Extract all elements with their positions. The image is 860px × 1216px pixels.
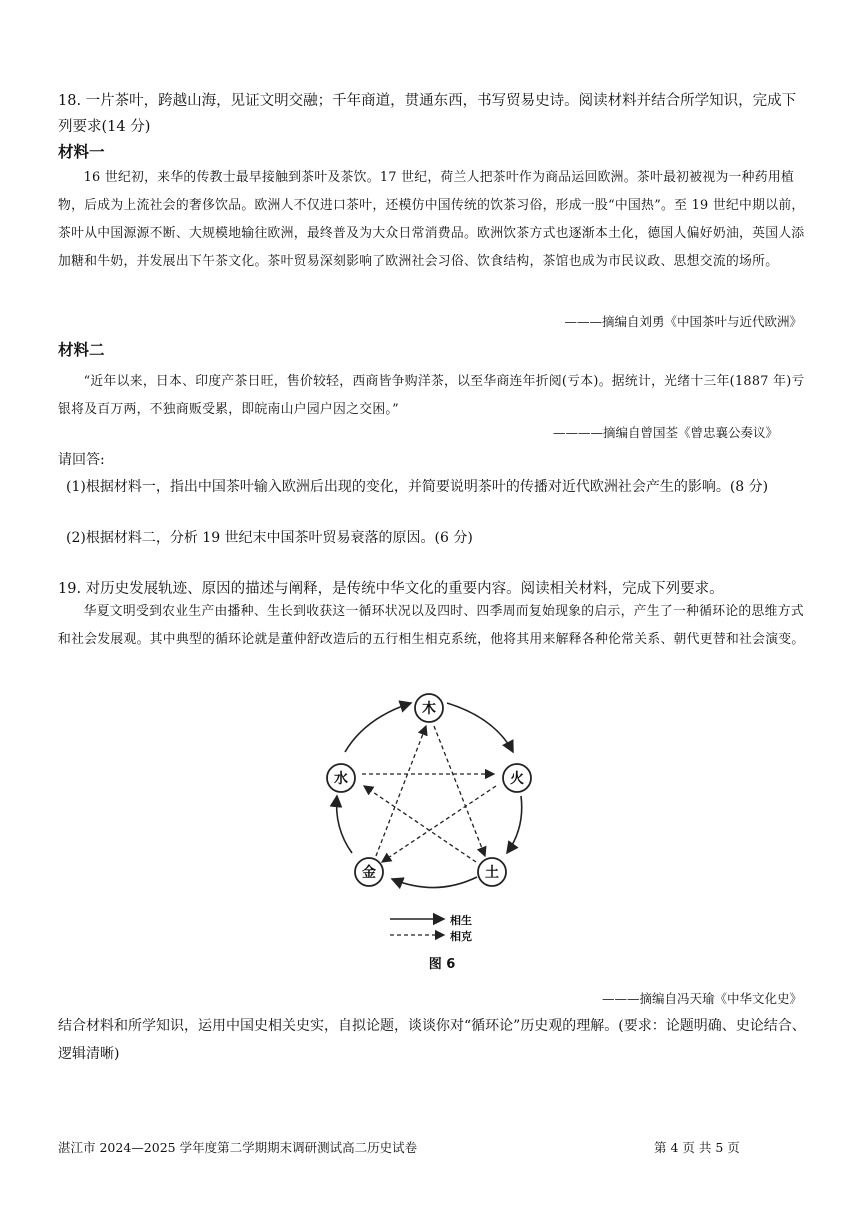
node-earth-label: 土 <box>485 865 499 881</box>
five-elements-diagram <box>320 690 540 980</box>
legend-overcome-label: 相克 <box>450 930 472 943</box>
node-fire-label: 火 <box>510 771 524 787</box>
footer-exam-name: 湛江市 2024—2025 学年度第二学期期末调研测试高二历史试卷 <box>58 1140 418 1155</box>
overcome-arrow-wood-earth <box>434 726 485 856</box>
material2-source: ————摘编自曾国荃《曾忠襄公奏议》 <box>552 425 778 440</box>
node-metal-label: 金 <box>362 865 376 881</box>
overcome-arrow-fire-metal <box>382 786 496 862</box>
generate-arrow-earth-metal <box>392 877 477 888</box>
q19-material-text: 华夏文明受到农业生产由播种、生长到收获这一循环状况以及四时、四季周而复始现象的启示，产生了一种循环论的思维方式和社会发展观。其中典型的循环论就是董仲舒改造后的五行相生相克系统，他将其用来解释各种伦常关系、朝代更替和社会演变。 <box>58 604 805 647</box>
q19-source: ———摘编自冯天瑜《中华文化史》 <box>601 991 802 1006</box>
node-water-label: 水 <box>334 771 348 787</box>
q19-title: 19. 对历史发展轨迹、原因的描述与阐释，是传统中华文化的重要内容。阅读相关材料，完成下列要求。 <box>58 581 724 597</box>
generate-arrow-fire-earth <box>507 796 522 853</box>
generate-arrow-wood-fire <box>447 703 513 752</box>
q18-sub2: (2)根据材料二，分析 19 世纪末中国茶叶贸易衰落的原因。(6 分) <box>66 530 473 546</box>
node-wood-label: 木 <box>422 701 436 717</box>
legend-generate-label: 相生 <box>450 914 472 927</box>
footer-page-number: 第 4 页 共 5 页 <box>654 1140 740 1155</box>
overcome-arrow-earth-water <box>364 786 476 862</box>
material2-heading: 材料二 <box>58 341 105 359</box>
q18-sub1: (1)根据材料一，指出中国茶叶输入欧洲后出现的变化，并简要说明茶叶的传播对近代欧洲社会产生的影响。(8 分) <box>66 479 769 495</box>
material1-heading: 材料一 <box>58 143 105 161</box>
material1-source: ———摘编自刘勇《中国茶叶与近代欧洲》 <box>564 314 802 329</box>
material2-text: “近年以来，日本、印度产茶日旺，售价较轻，西商皆争购洋茶，以至华商连年折阅(亏本)。据统计，光绪十三年(1887 年)亏银将及百万两，不独商贩受累，即皖南山户园户因之交困。” <box>58 374 805 417</box>
figure-caption: 图 6 <box>428 957 456 972</box>
overcome-arrow-metal-wood <box>376 726 426 856</box>
generate-arrow-metal-water <box>337 796 352 853</box>
answer-prompt: 请回答: <box>58 452 105 468</box>
generate-arrow-water-wood <box>345 703 411 752</box>
q18-title: 18. 一片茶叶，跨越山海，见证文明交融；千年商道，贯通东西，书写贸易史诗。阅读材料并结合所学知识，完成下列要求(14 分) <box>58 93 797 135</box>
material1-text: 16 世纪初，来华的传教士最早接触到茶叶及茶饮。17 世纪，荷兰人把茶叶作为商品运回欧洲。茶叶最初被视为一种药用植物，后成为上流社会的奢侈饮品。欧洲人不仅进口茶叶，还模仿中国传统的饮茶习俗，形成一股“中国热”。至 19 世纪中期以前，茶叶从中国源源不断、大规模地输往欧洲，最终普及为大众日常消费品。欧洲饮茶方式也逐渐本土化，德国人偏好奶油，英国人添加糖和牛奶，并发展出下午茶文化。茶叶贸易深刻影响了欧洲社会习俗、饮食结构，茶馆也成为市民议政、思想交流的场所。 <box>58 170 805 269</box>
q19-task: 结合材料和所学知识，运用中国史相关史实，自拟论题，谈谈你对“循环论”历史观的理解。(要求：论题明确、史论结合、逻辑清晰) <box>58 1018 806 1062</box>
